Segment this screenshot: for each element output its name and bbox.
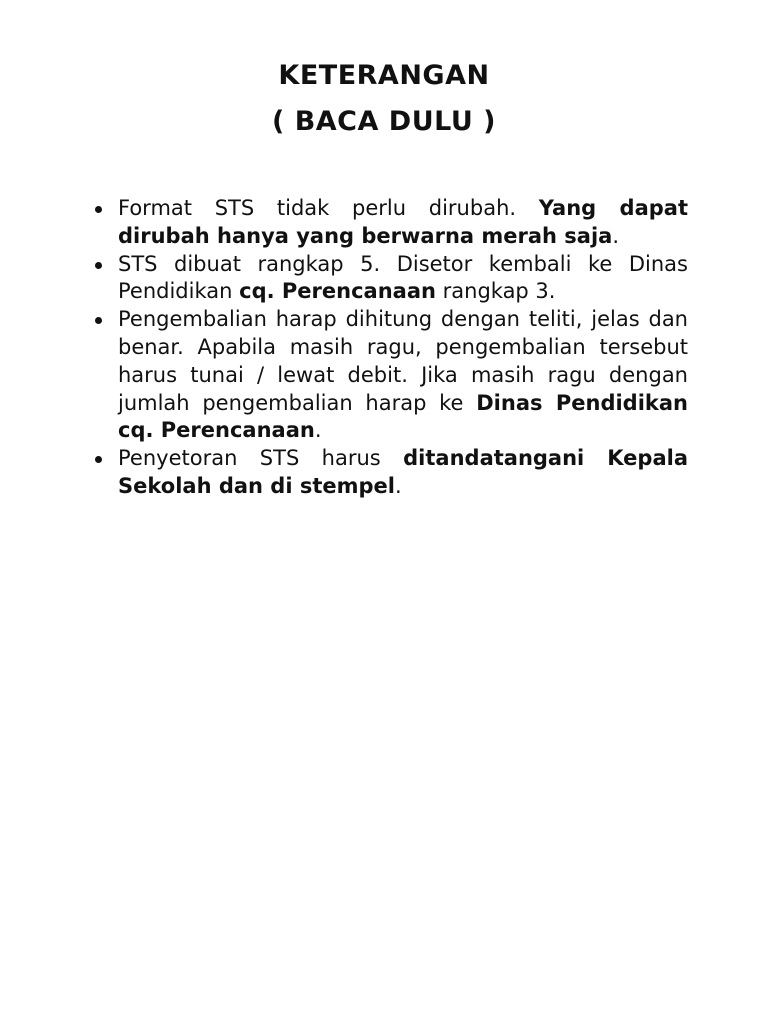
note-item [92, 445, 688, 501]
bullet-icon [95, 317, 102, 324]
note-text: . [612, 223, 620, 248]
note-emphasis: Yang dapat dirubah hanya yang berwarna merah saja [118, 196, 688, 248]
note-emphasis: ditandatangani Kepala Sekolah dan di stempel [118, 446, 688, 498]
note-text: . [394, 473, 402, 498]
note-text: Format STS tidak perlu dirubah. [118, 196, 539, 220]
document-subtitle: ( BACA DULU ) [271, 106, 497, 137]
note-item [92, 195, 688, 251]
note-text: Pengembalian harap dihitung dengan teliti, jelas dan benar. Apabila masih ragu, pengembalian tersebut harus tunai / lewat debit. Jika masih ragu dengan jumlah pengembalian harap ke [118, 307, 688, 415]
bullet-icon [95, 206, 102, 213]
document-title: KETERANGAN [278, 60, 490, 91]
note-item [92, 251, 688, 307]
note-text: STS dibuat rangkap 5. Disetor kembali ke Dinas Pendidikan [118, 251, 688, 304]
note-emphasis: Dinas Pendidikan cq. Perencanaan [118, 390, 688, 443]
note-item [92, 306, 688, 445]
note-text: rangkap 3. [435, 279, 556, 304]
note-emphasis: cq. Perencanaan [239, 279, 436, 304]
notes-list [92, 195, 688, 501]
bullet-icon [95, 262, 102, 269]
note-text: Penyetoran STS harus [118, 446, 404, 471]
note-text: . [314, 418, 322, 443]
bullet-icon [95, 456, 102, 463]
